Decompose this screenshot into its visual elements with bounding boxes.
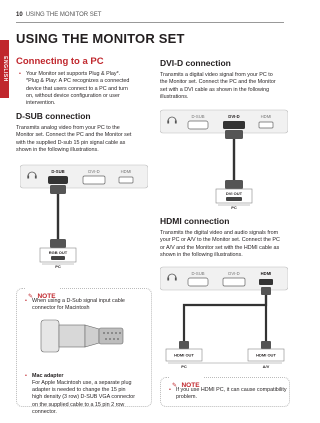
text-line: • Your Monitor set supports Plug & Play*. (26, 71, 121, 77)
text-line: on the supplied cable to a 15 pin 2 row (32, 401, 125, 408)
av-label: A/V (262, 364, 270, 369)
hdmi-out-label-av: HDMI OUT (256, 352, 276, 358)
text-line: high density (3 row) D-SUB VGA connector (32, 394, 136, 401)
header-title: USING THE MONITOR SET (25, 12, 102, 18)
hdmi-out-label-pc: HDMI OUT (174, 352, 194, 358)
note-box-right (160, 377, 290, 407)
hdmi-port (259, 122, 273, 128)
text-line: connector for Macintosh (32, 305, 90, 312)
port-label-dvi: DVI-D (88, 169, 100, 174)
note-label: NOTE (37, 293, 56, 300)
dsub-port (188, 278, 208, 286)
text-line: Transmits a digital video signal from your PC to (160, 72, 273, 78)
dvi-plug-top (225, 130, 243, 139)
hdmi-plug-av (261, 341, 271, 349)
rgb-out-label: RGB OUT (48, 250, 68, 255)
pencil-icon: ✎ (172, 383, 178, 389)
text-line: with the supplied D-sub 15 pin signal cable as (16, 139, 126, 146)
pencil-icon: ✎ (28, 294, 34, 300)
port-label-dvi: DVI-D (228, 114, 240, 119)
pc-label: PC (55, 263, 61, 268)
hdmi-description (160, 230, 292, 259)
dvi-heading: DVI-D connection (160, 58, 231, 68)
page-header (16, 12, 101, 18)
text-line: Monitor set. Connect the PC and the Monitor set (16, 132, 132, 139)
dvi-description (160, 72, 290, 101)
text-line: Transmits analog video from your PC to the (16, 125, 120, 131)
text-line: on, without device configuration or user (26, 92, 120, 99)
pc-dvi-socket (226, 197, 242, 201)
page-number: 10 (16, 12, 23, 18)
dvi-out-label: DVI OUT (225, 191, 243, 196)
note-bullet-mac-adapter (25, 373, 156, 417)
dsub-description (16, 125, 151, 154)
dsub-connection-diagram (20, 163, 148, 268)
mac-adapter-illustration (39, 316, 127, 356)
port-label-hdmi: HDMI (260, 271, 272, 276)
text-line: *Plug & Play: A PC recognizes a connected (26, 78, 130, 85)
hdmi-connection-diagram (160, 265, 288, 370)
note-bullet-hdmi-pc (169, 387, 292, 402)
port-label-hdmi: HDMI (260, 114, 272, 119)
hdmi-port (119, 177, 133, 183)
dsub-port (188, 121, 208, 129)
note-box-left (16, 288, 152, 416)
hdmi-cable-pc (184, 295, 266, 343)
text-line: device that users connect to a PC and turn (26, 85, 128, 92)
adapter-plug (41, 320, 59, 352)
text-line: For Apple Macintosh use, a separate plug (32, 379, 132, 386)
dvi-plug-bottom (225, 180, 243, 189)
port-label-dsub: D-SUB (191, 271, 205, 276)
header-rule (16, 22, 284, 23)
mac-adapter-title: • Mac adapter (32, 372, 64, 379)
hdmi-port (259, 279, 273, 285)
port-label-dvi: DVI-D (228, 271, 240, 276)
dsub-port (48, 176, 68, 184)
text-line: connector. (32, 409, 57, 416)
connect-pc-heading: Connecting to a PC (16, 56, 104, 67)
dvi-port (223, 278, 245, 286)
adapter-taper (85, 325, 99, 347)
text-line: or A/V and the Monitor set with the HDMI cable as (160, 244, 280, 251)
text-line: shown in the following illustrations. (160, 251, 243, 258)
text-line: problem. (176, 394, 197, 401)
note-label: NOTE (181, 382, 200, 389)
dsub-plug-top (50, 185, 66, 194)
text-line: adapter is needed to change the 15 pin (32, 387, 126, 394)
port-label-dsub: D-SUB (51, 169, 65, 174)
port-label-hdmi: HDMI (120, 169, 132, 174)
text-line: your PC or A/V to the Monitor set. Connect the PC (160, 237, 280, 244)
page-title: USING THE MONITOR SET (16, 31, 185, 46)
pc-label: PC (231, 204, 237, 210)
text-line: • When using a D-Sub signal input cable (32, 298, 125, 304)
dvi-connection-diagram (160, 108, 288, 210)
dvi-port (223, 121, 245, 129)
hdmi-plug-top (261, 287, 271, 295)
text-line: Transmits the digital video and audio signals from (160, 230, 279, 236)
text-line: • If you use HDMI PC, it can cause compatibility (176, 387, 287, 393)
pc-label: PC (181, 364, 187, 369)
language-tab: ENGLISH (0, 40, 9, 98)
port-label-dsub: D-SUB (191, 114, 205, 119)
dsub-plug-bottom (50, 239, 66, 248)
text-line: the Monitor set. Connect the PC and the Monitor (160, 79, 276, 86)
plug-play-bullet (19, 71, 156, 107)
dvi-port (83, 176, 105, 184)
dsub-heading: D-SUB connection (16, 111, 91, 121)
text-line: set with a DVI cable as shown in the following (160, 86, 270, 93)
hdmi-plug-pc (179, 341, 189, 349)
text-line: illustrations. (160, 93, 189, 100)
note-bullet-dsub-mac (25, 298, 154, 313)
adapter-connector (99, 328, 123, 344)
text-line: shown in the following illustrations. (16, 146, 99, 153)
text-line: intervention. (26, 100, 56, 107)
hdmi-heading: HDMI connection (160, 216, 230, 226)
adapter-body (59, 325, 85, 347)
pc-dsub-socket (51, 256, 65, 260)
